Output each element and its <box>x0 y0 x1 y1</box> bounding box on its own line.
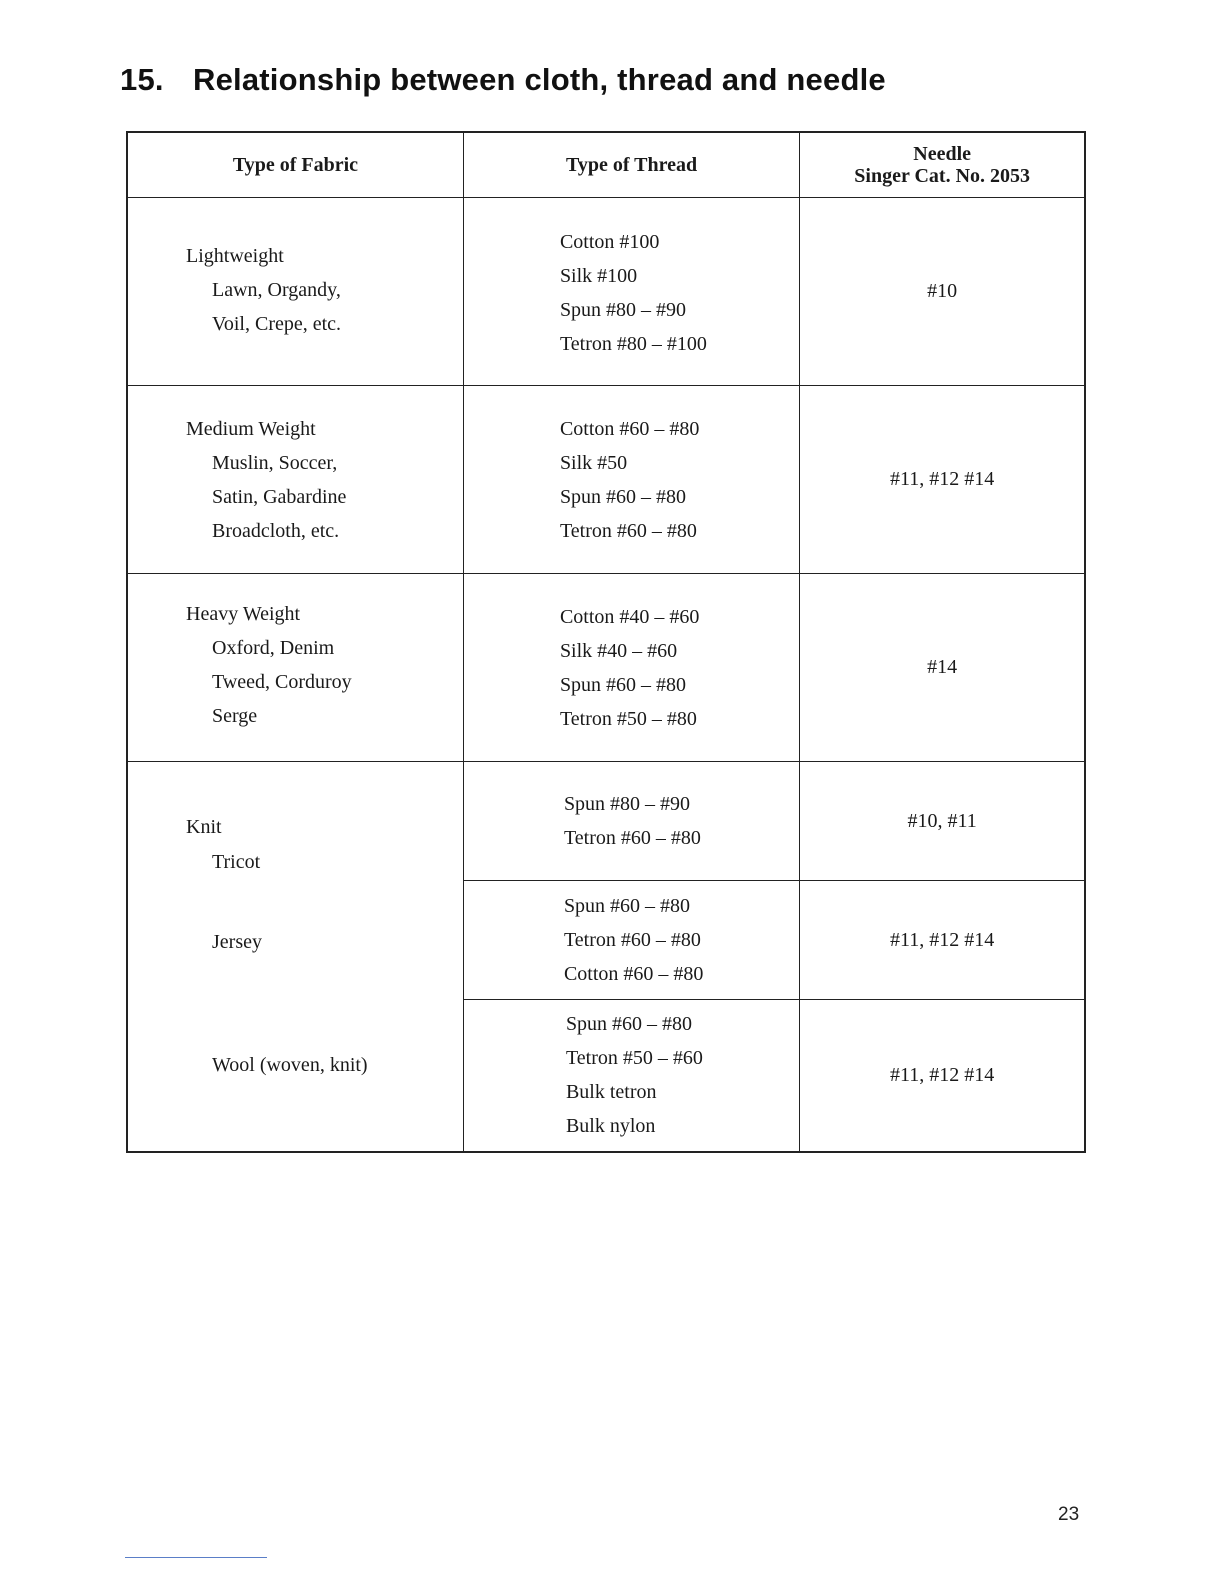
fabric-item: Serge <box>212 704 258 727</box>
fabric-item: Lawn, Organdy, <box>212 278 341 301</box>
page-number: 23 <box>1058 1504 1080 1525</box>
header-needle <box>800 132 1085 198</box>
fabric-title: Knit <box>186 816 222 838</box>
thread-cell <box>463 198 799 386</box>
thread-cell <box>463 881 799 1000</box>
thread-item: Tetron #60 – #80 <box>563 929 701 951</box>
fabric-item: Broadcloth, etc. <box>212 519 340 542</box>
fabric-title: Medium Weight <box>186 417 316 440</box>
thread-item: Bulk tetron <box>565 1081 657 1104</box>
thread-item: Tetron #60 – #80 <box>559 519 697 542</box>
fabric-item: Oxford, Denim <box>212 636 335 659</box>
header-needle-line2: Singer Cat. No. 2053 <box>854 165 1031 187</box>
fabric-item: Wool (woven, knit) <box>212 1054 368 1076</box>
table-row <box>127 762 1085 881</box>
needle-cell: #11, #12 #14 <box>800 1000 1085 1152</box>
table-row <box>127 198 1085 386</box>
section-title: Relationship between cloth, thread and needle <box>193 62 886 97</box>
fabric-cell <box>127 574 463 762</box>
thread-cell <box>463 574 799 762</box>
thread-item: Tetron #80 – #100 <box>559 332 707 355</box>
needle-cell: #11, #12 #14 <box>800 386 1085 574</box>
fabric-title: Heavy Weight <box>186 602 301 625</box>
thread-item: Silk #50 <box>559 451 628 474</box>
header-fabric: Type of Fabric <box>127 132 463 198</box>
needle-cell: #11, #12 #14 <box>800 881 1085 1000</box>
fabric-thread-needle-table <box>126 131 1086 1153</box>
fabric-cell <box>127 386 463 574</box>
fabric-item: Voil, Crepe, etc. <box>212 312 342 335</box>
thread-item: Spun #60 – #80 <box>559 673 687 696</box>
section-number: 15. <box>120 62 164 97</box>
needle-cell: #10 <box>800 198 1085 386</box>
page-title <box>120 62 886 98</box>
needle-cell: #14 <box>800 574 1085 762</box>
fabric-item: Tweed, Corduroy <box>212 670 352 693</box>
fabric-cell-knit <box>127 762 463 1152</box>
thread-item: Spun #80 – #90 <box>559 298 687 321</box>
thread-item: Cotton #40 – #60 <box>559 605 700 628</box>
table-row <box>127 386 1085 574</box>
thread-item: Cotton #60 – #80 <box>563 963 704 985</box>
header-thread: Type of Thread <box>463 132 799 198</box>
thread-item: Spun #60 – #80 <box>565 1013 693 1036</box>
table-header-row <box>127 132 1085 198</box>
header-needle-line1: Needle <box>913 143 972 165</box>
thread-item: Spun #60 – #80 <box>563 895 691 917</box>
thread-cell <box>463 386 799 574</box>
thread-item: Tetron #50 – #60 <box>565 1047 703 1070</box>
thread-cell <box>463 762 799 881</box>
thread-item: Cotton #100 <box>559 230 660 253</box>
thread-item: Silk #40 – #60 <box>559 639 678 662</box>
fabric-cell <box>127 198 463 386</box>
fabric-item: Tricot <box>212 851 261 873</box>
fabric-item: Jersey <box>212 931 262 953</box>
thread-item: Tetron #60 – #80 <box>563 827 701 849</box>
thread-item: Silk #100 <box>559 264 638 287</box>
needle-cell: #10, #11 <box>800 762 1085 881</box>
fabric-item: Satin, Gabardine <box>212 485 347 508</box>
fabric-title: Lightweight <box>186 244 284 267</box>
thread-item: Tetron #50 – #80 <box>559 707 697 730</box>
footer-rule <box>125 1557 267 1558</box>
thread-cell <box>463 1000 799 1152</box>
thread-item: Bulk nylon <box>565 1115 656 1138</box>
thread-item: Spun #60 – #80 <box>559 485 687 508</box>
fabric-item: Muslin, Soccer, <box>212 451 338 474</box>
table-row <box>127 574 1085 762</box>
thread-item: Cotton #60 – #80 <box>559 417 700 440</box>
thread-item: Spun #80 – #90 <box>563 793 691 815</box>
